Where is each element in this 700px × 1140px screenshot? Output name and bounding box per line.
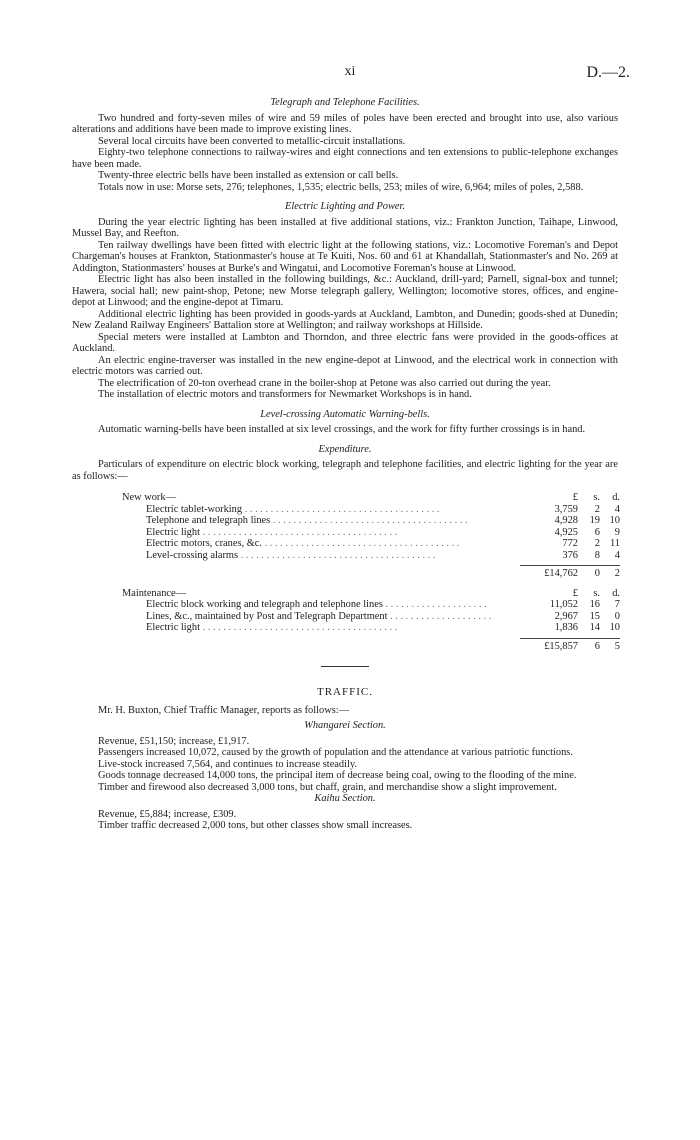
pence-value: 9 — [614, 526, 620, 538]
paragraph: Ten railway dwellings have been fitted with electric light at the following stations, viz.: Locomotive Foreman's and Depot Chargeman's houses at Frankton, Stationmaster's house at Te Kuiti, Nos. 60 and 61 at Khandallah, Stationmaster's and No. 269 at Addington, Stationmasters' houses at Burke's and Wingatui, and Locomotive Foreman's house at Linwood. — [72, 239, 618, 274]
item-label: Level-crossing alarms — [146, 549, 239, 561]
pounds-total: £15,857 — [544, 640, 578, 652]
expenditure-heading: Expenditure. — [318, 443, 372, 455]
paragraph: Timber and firewood also decreased 3,000 tons, but chaff, grain, and merchandise show a slight improvement. — [98, 781, 557, 793]
paragraph: Twenty-three electric bells have been installed as extension or call bells. — [98, 170, 399, 181]
pounds-total: £14,762 — [544, 568, 578, 579]
item-label: Electric motors, cranes, &c. — [146, 538, 262, 549]
shillings-total: 6 — [594, 640, 600, 652]
paragraph: Totals now in use: Morse sets, 276; telephones, 1,535; electric bells, 253; miles of wire, 6,964; miles of poles, 2,588. — [98, 181, 584, 193]
pence-value: 7 — [614, 599, 620, 610]
ledger-row: Level-crossing alarms . . . . . . . . . . . . . . . . . . . . . . . . . . . . . . . . . . . . . . 376 8 4 — [146, 549, 620, 561]
section-divider — [321, 666, 369, 667]
pounds-value: 376 — [562, 549, 578, 561]
traffic-heading: TRAFFIC. — [317, 686, 373, 698]
pounds-value: 3,759 — [554, 503, 578, 515]
telegraph-heading: Telegraph and Telephone Facilities. — [270, 97, 420, 108]
maintenance-label: Maintenance— — [122, 587, 187, 599]
maintenance-total-row — [122, 641, 620, 653]
kaihu-heading: Kaihu Section. — [314, 793, 376, 804]
shillings-value: 19 — [589, 515, 600, 526]
pence-value: 0 — [614, 610, 620, 622]
pence-value: 4 — [614, 549, 620, 561]
ledger-row: Electric light . . . . . . . . . . . . . . . . . . . . . . . . . . . . . . . . . . . . . . 1,836 14 10 — [146, 622, 620, 633]
new-work-total-row — [122, 568, 620, 580]
paragraph: Two hundred and forty-seven miles of wire and 59 miles of poles have been erected and brought into use, also various alterations and additions have been made to improve existing lines. — [72, 112, 618, 135]
paragraph: Revenue, £5,884; increase, £309. — [98, 808, 237, 820]
shillings-total: 0 — [594, 568, 600, 579]
shillings-value: 2 — [594, 538, 600, 549]
shillings-value: 14 — [589, 622, 600, 633]
paragraph: Passengers increased 10,072, caused by the growth of population and the attendance at various patriotic functions. — [98, 747, 573, 758]
ledger-row: Electric tablet-working . . . . . . . . . . . . . . . . . . . . . . . . . . . . . . . . . . . . . . 3,759 2 4 — [146, 503, 620, 515]
paragraph: Eighty-two telephone connections to railway-wires and eight connections and ten extensions to public-telephone exchanges have been made. — [72, 147, 618, 170]
page-number: xi — [344, 64, 356, 79]
paragraph: Live-stock increased 7,564, and continues to increase steadily. — [98, 758, 358, 770]
ledger-row — [122, 588, 620, 600]
new-work-label: New work— — [122, 492, 176, 503]
paragraph: During the year electric lighting has been installed at five additional stations, viz.: Frankton Junction, Taihape, Linwood, Mussel Bay, and Reefton. — [72, 216, 618, 239]
pounds-unit: £ — [572, 587, 578, 599]
paragraph: Revenue, £51,150; increase, £1,917. — [98, 735, 250, 747]
sum-rule — [520, 638, 620, 639]
shillings-unit: s. — [593, 492, 600, 503]
paragraph: The installation of electric motors and transformers for Newmarket Workshops is in hand. — [98, 389, 472, 400]
ledger-row: Electric motors, cranes, &c. . . . . . . . . . . . . . . . . . . . . . . . . . . . . . . . . . . . . . . 772 2 11 — [146, 538, 620, 549]
pence-unit: d. — [612, 492, 620, 503]
item-label: Telephone and telegraph lines — [146, 515, 271, 526]
shillings-value: 6 — [594, 526, 600, 538]
document-reference: D.—2. — [586, 64, 630, 81]
pounds-value: 772 — [562, 538, 578, 549]
paragraph: Mr. H. Buxton, Chief Traffic Manager, reports as follows:— — [98, 704, 350, 716]
pence-value: 4 — [614, 503, 620, 515]
pence-total: 5 — [614, 640, 620, 652]
item-label: Electric light — [146, 622, 200, 633]
pence-total: 2 — [614, 568, 620, 579]
pounds-value: 11,052 — [549, 599, 578, 610]
ledger-row: Electric block working and telegraph and telephone lines . . . . . . . . . . . . . . . . . . . . 11,052 16 7 — [146, 599, 620, 610]
ledger-row: Telephone and telegraph lines . . . . . . . . . . . . . . . . . . . . . . . . . . . . . . . . . . . . . . 4,928 19 10 — [146, 515, 620, 526]
pence-value: 10 — [609, 622, 620, 633]
paragraph: Automatic warning-bells have been installed at six level crossings, and the work for fifty further crossings is in hand. — [98, 424, 586, 435]
shillings-value: 15 — [589, 610, 600, 622]
paragraph: Timber traffic decreased 2,000 tons, but other classes show small increases. — [98, 820, 413, 831]
item-label: Electric light — [146, 526, 200, 538]
paragraph: Additional electric lighting has been provided in goods-yards at Auckland, Lambton, and Dunedin; goods-shed at Dunedin; New Zealand Railway Engineers' Battalion store at Wellington; and railway workshops at Hillside. — [72, 308, 618, 331]
pence-unit: d. — [612, 587, 620, 599]
shillings-value: 16 — [589, 599, 600, 610]
pence-value: 10 — [609, 515, 620, 526]
item-label: Electric block working and telegraph and telephone lines — [146, 599, 383, 610]
paragraph: Special meters were installed at Lambton and Thorndon, and three electric fans were provided in the goods-offices at Auckland. — [72, 331, 618, 354]
item-label: Electric tablet-working — [146, 503, 243, 515]
document-body — [72, 97, 618, 832]
paragraph: An electric engine-traverser was installed in the new engine-depot at Linwood, and the electrical work in connection with electric motors was carried out. — [72, 354, 618, 377]
ledger-row: Electric light . . . . . . . . . . . . . . . . . . . . . . . . . . . . . . . . . . . . . . 4,925 6 9 — [146, 526, 620, 538]
shillings-unit: s. — [593, 587, 600, 599]
paragraph: Several local circuits have been converted to metallic-circuit installations. — [98, 135, 406, 147]
paragraph: Particulars of expenditure on electric block working, telegraph and telephone facilities, and electric lighting for the year are as follows:— — [72, 459, 618, 482]
whangarei-heading: Whangarei Section. — [304, 720, 386, 731]
page-header — [70, 64, 630, 84]
paragraph: Goods tonnage decreased 14,000 tons, the principal item of decrease being coal, owing to the flooding of the mine. — [98, 770, 577, 781]
pounds-value: 4,928 — [554, 515, 578, 526]
paragraph: Electric light has also been installed in the following buildings, &c.: Auckland, drill-yard; Parnell, signal-box and tunnel; Hawera, social hall; new paint-shop, Petone; new Morse telegraph gallery, Wellington; locomotive stores, offices, and engine-depot at Linwood; and the engine-depot at Timaru. — [72, 274, 618, 308]
expenditure-table — [122, 492, 620, 652]
shillings-value: 2 — [594, 503, 600, 515]
ledger-row — [122, 492, 620, 504]
pounds-value: 4,925 — [554, 526, 578, 538]
pence-value: 11 — [609, 538, 620, 549]
level-crossing-heading: Level-crossing Automatic Warning-bells. — [260, 408, 430, 420]
shillings-value: 8 — [594, 549, 600, 561]
paragraph: The electrification of 20-ton overhead crane in the boiler-shop at Petone was also carried out during the year. — [98, 377, 551, 389]
sum-rule — [520, 565, 620, 566]
pounds-unit: £ — [572, 492, 578, 503]
pounds-value: 2,967 — [554, 610, 578, 622]
item-label: Lines, &c., maintained by Post and Telegraph Department — [146, 610, 388, 622]
electric-heading: Electric Lighting and Power. — [284, 201, 406, 212]
pounds-value: 1,836 — [554, 622, 578, 633]
ledger-row: Lines, &c., maintained by Post and Telegraph Department . . . . . . . . . . . . . . . . . . . . 2,967 15 0 — [146, 610, 620, 622]
